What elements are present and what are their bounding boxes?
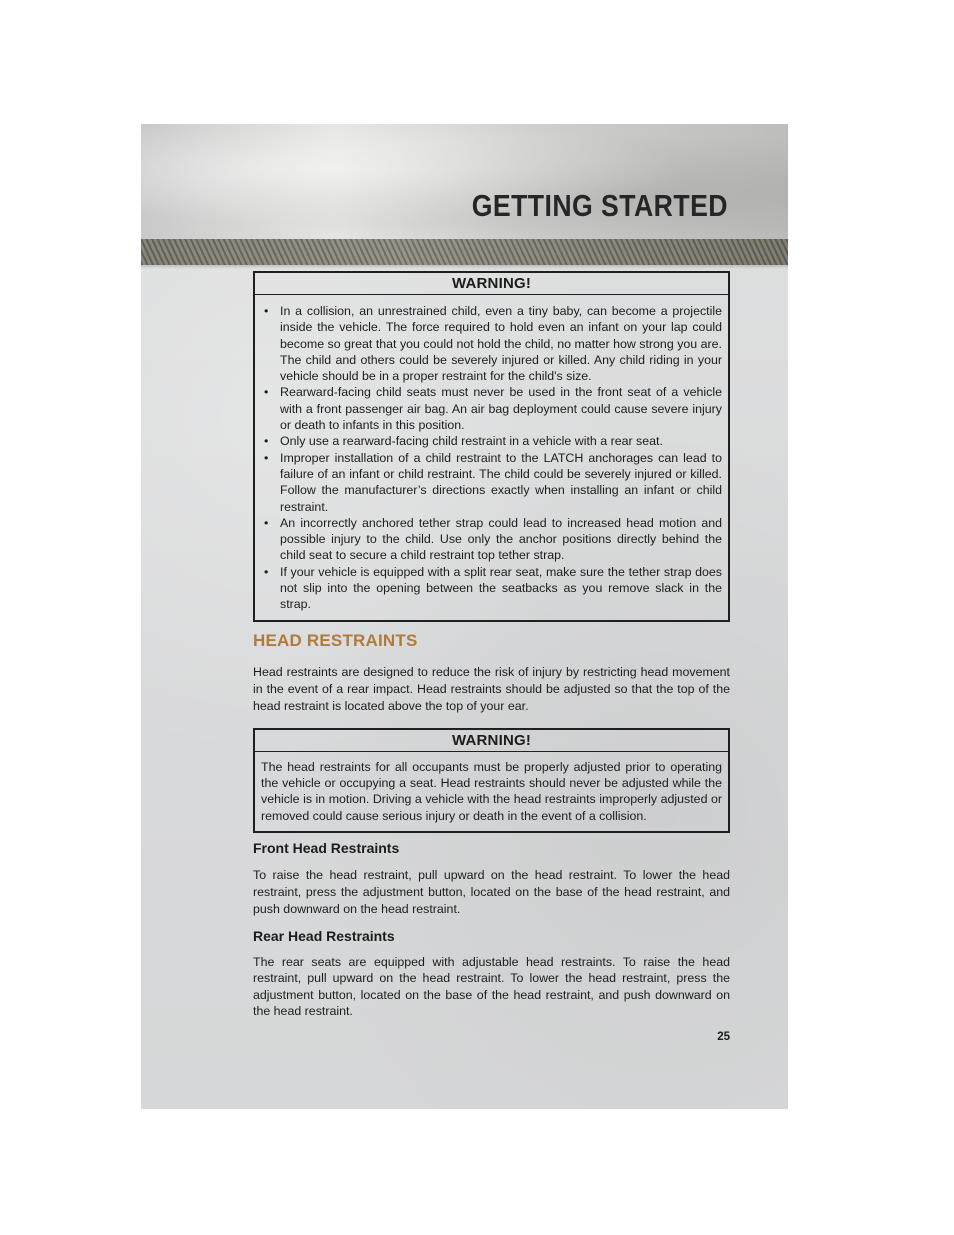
bullet: •	[264, 304, 269, 318]
warning-item	[261, 433, 722, 449]
front-head-restraints-text: To raise the head restraint, pull upward on the head restraint. To lower the head restraint, press the adjustment button, located on the base of the head restraint, and push downward on the head restraint.	[253, 868, 730, 916]
warning-title: WARNING!	[255, 730, 728, 752]
page-number: 25	[717, 1031, 730, 1043]
bullet: •	[264, 564, 269, 579]
warning-text: The head restraints for all occupants must be properly adjusted prior to operating the vehicle or occupying a seat. Head restraints should never be adjusted while the vehicle is in motion. Driving a vehicle with the head restraints improperly adjusted or removed could cause serious injury or death in the event of a collision.	[261, 760, 722, 823]
warning-item-text: An incorrectly anchored tether strap could lead to increased head motion and possible injury to the child. Use only the anchor positions directly behind the child seat to secure a child restraint top tether strap.	[280, 515, 722, 563]
subheading-rear-head-restraints: Rear Head Restraints	[253, 928, 395, 944]
warning-item	[261, 450, 722, 515]
bullet: •	[264, 385, 269, 400]
rear-head-restraints-text: The rear seats are equipped with adjustable head restraints. To raise the head restraint, pull upward on the head restraint. To lower the head restraint, press the adjustment button, located on the base of the head restraint, and push downward on the head restraint.	[253, 955, 730, 1018]
chapter-title: GETTING STARTED	[471, 188, 728, 223]
warning-item-text: In a collision, an unrestrained child, even a tiny baby, can become a projectile inside the vehicle. The force required to hold even an infant on your lap could become so great that you could not hold the child, no matter how strong you are. The child and others could be severely injured or killed. Any child riding in your vehicle should be in a proper restraint for the child's size.	[280, 304, 722, 384]
warning-item	[261, 384, 722, 433]
warning-item-text: If your vehicle is equipped with a split rear seat, make sure the tether strap does not slip into the opening between the seatbacks as you remove slack in the strap.	[280, 564, 722, 612]
warning-item-text: Only use a rearward-facing child restraint in a vehicle with a rear seat.	[280, 434, 663, 449]
bullet: •	[264, 515, 269, 530]
warning-item-text: Improper installation of a child restraint to the LATCH anchorages can lead to failure of an infant or child restraint. The child could be severely injured or killed. Follow the manufacturer’s directions exactly when installing an infant or child restraint.	[280, 450, 722, 514]
child-restraint-warning-box	[253, 271, 730, 622]
head-restraints-intro: Head restraints are designed to reduce the risk of injury by restricting head movement in the event of a rear impact. Head restraints should be adjusted so that the top of the head restraint is located above the top of your ear.	[253, 665, 730, 713]
warning-item	[261, 303, 722, 384]
header-texture-band	[141, 239, 788, 265]
subheading-front-head-restraints: Front Head Restraints	[253, 840, 400, 856]
warning-item	[261, 515, 722, 564]
head-restraint-warning-box	[253, 728, 730, 833]
warning-item	[261, 564, 722, 613]
section-heading-head-restraints: HEAD RESTRAINTS	[253, 631, 418, 650]
warning-list	[255, 295, 728, 620]
manual-page	[141, 124, 788, 1109]
warning-title: WARNING!	[255, 273, 728, 295]
bullet: •	[264, 450, 269, 465]
bullet: •	[264, 434, 269, 449]
page-header	[141, 124, 788, 240]
warning-item-text: Rearward-facing child seats must never be used in the front seat of a vehicle with a front passenger air bag. An air bag deployment could cause severe injury or death to infants in this position.	[280, 385, 722, 433]
